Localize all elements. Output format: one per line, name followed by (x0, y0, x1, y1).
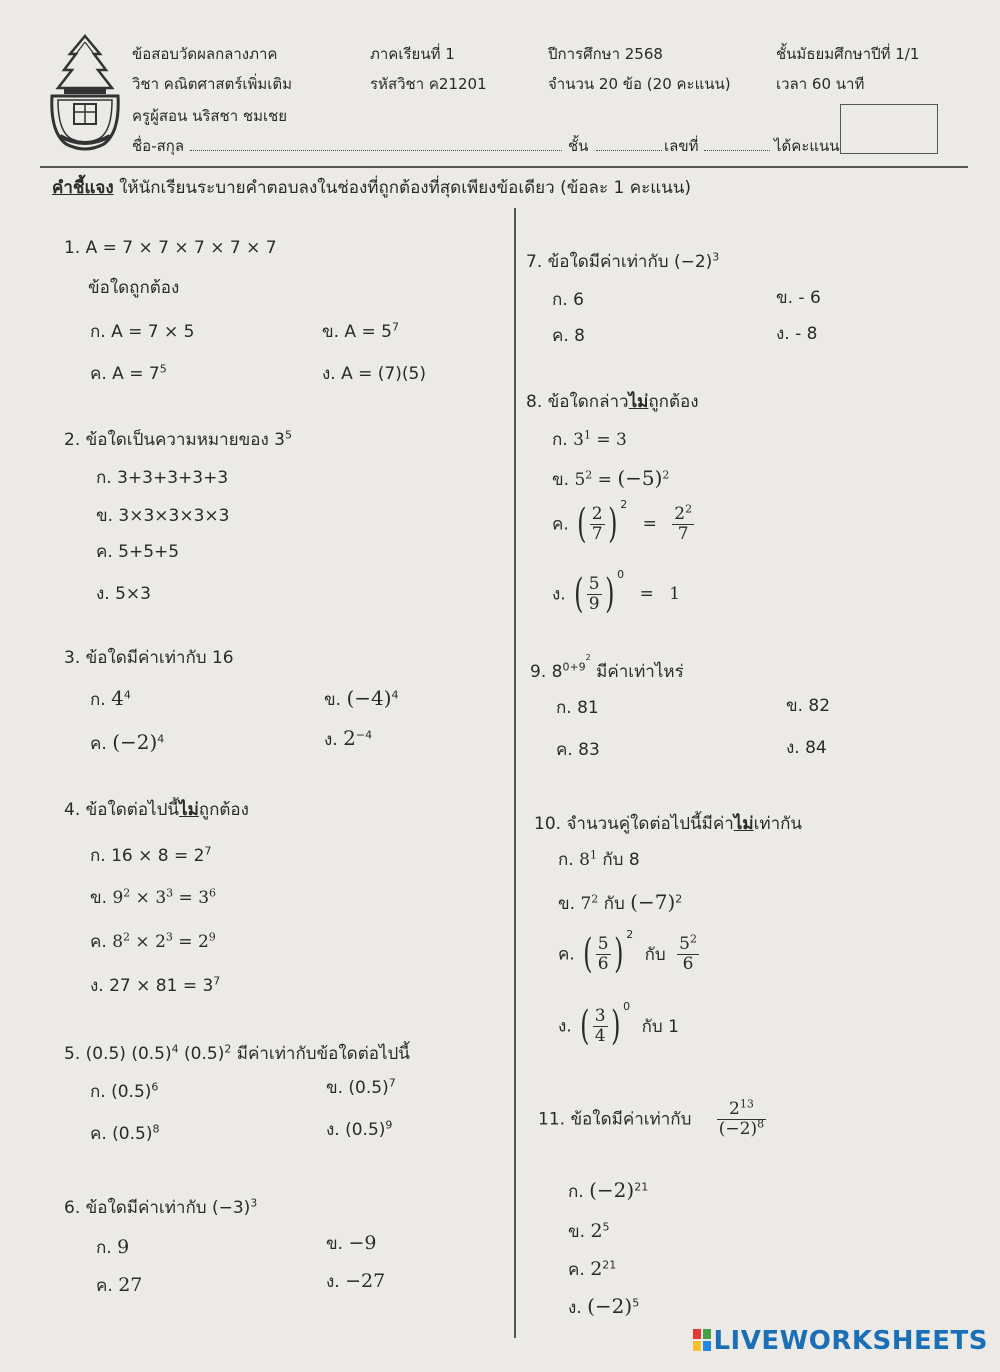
q1-option-c[interactable]: ค. $A = 7^5$ (90, 362, 167, 384)
school-seal-logo (44, 32, 126, 156)
q10-option-c[interactable]: ค. ( $\frac{5}{6}$ ) $^2$ กับ $\frac{5^2}{6}$ (558, 928, 697, 977)
liveworksheets-watermark: LIVEWORKSHEETS (693, 1326, 988, 1356)
q8-option-a[interactable]: ก. $3^1 = 3$ (552, 428, 627, 450)
q2-option-b[interactable]: ข. 3×3×3×3×3 (96, 506, 230, 526)
q4-option-b[interactable]: ข. $9^2 \times 3^3 = 3^6$ (90, 886, 217, 908)
q5-stem: 5. (0.5) $(0.5)^4$ $(0.5)^2$ มีค่าเท่ากับข้อใดต่อไปนี้ (64, 1042, 410, 1064)
q8-option-d[interactable]: ง. ( $\frac{5}{9}$ ) $^0$ = 1 (552, 568, 681, 617)
q3-option-a[interactable]: ก. $4^4$ (90, 686, 131, 710)
header-divider (40, 166, 968, 168)
q5-option-a[interactable]: ก. $(0.5)^6$ (90, 1080, 159, 1102)
q11-option-d[interactable]: ง. $(-2)^5$ (568, 1294, 640, 1318)
q1-option-b[interactable]: ข. $A = 5^7$ (322, 320, 399, 342)
liveworksheets-logo-icon (693, 1329, 711, 1351)
q1-stem: 1. A = 7 × 7 × 7 × 7 × 7 (64, 238, 277, 258)
grade-level: ชั้นมัธยมศึกษาปีที่ 1/1 (776, 45, 920, 63)
q8-option-c[interactable]: ค. ( $\frac{2}{7}$ ) $^2$ = $\frac{2^2}{7}$ (552, 498, 693, 547)
q11-option-c[interactable]: ค. $2^{21}$ (568, 1258, 617, 1280)
q6-option-d[interactable]: ง. −27 (326, 1270, 386, 1292)
q4-option-c[interactable]: ค. $8^2 \times 2^3 = 2^9$ (90, 930, 216, 952)
q5-option-b[interactable]: ข. $(0.5)^7$ (326, 1076, 396, 1098)
q9-stem: 9. $8^{0+92}$ มีค่าเท่าไหร่ (530, 653, 684, 682)
q11-stem: 11. ข้อใดมีค่าเท่ากับ $\frac{2^{13}}{(-2)^8}$ (538, 1097, 765, 1139)
q2-option-c[interactable]: ค. 5+5+5 (96, 542, 180, 562)
exam-title: ข้อสอบวัดผลกลางภาค (132, 45, 278, 63)
q11-option-a[interactable]: ก. $(-2)^{21}$ (568, 1178, 649, 1202)
q4-option-a[interactable]: ก. $16 \times 8 = 2^7$ (90, 844, 212, 866)
q7-stem: 7. ข้อใดมีค่าเท่ากับ $(-2)^3$ (526, 250, 720, 272)
score-label: ได้คะแนน (774, 137, 840, 155)
q8-option-b[interactable]: ข. $5^2 = (-5)^2$ (552, 466, 670, 490)
q10-stem: 10. จำนวนคู่ใดต่อไปนี้มีค่าไม่เท่ากัน (534, 814, 803, 834)
q5-option-c[interactable]: ค. $(0.5)^8$ (90, 1122, 160, 1144)
column-divider (514, 208, 516, 1338)
term: ภาคเรียนที่ 1 (370, 45, 455, 63)
q9-option-c[interactable]: ค. 83 (556, 740, 600, 760)
name-field[interactable] (190, 150, 562, 151)
time-limit: เวลา 60 นาที (776, 75, 865, 93)
q6-option-b[interactable]: ข. −9 (326, 1232, 377, 1254)
q9-option-d[interactable]: ง. 84 (786, 738, 827, 758)
q3-stem: 3. ข้อใดมีค่าเท่ากับ 16 (64, 648, 234, 668)
q1-option-d[interactable]: ง. A = (7)(5) (322, 364, 426, 384)
q9-option-a[interactable]: ก. 81 (556, 698, 599, 718)
q8-stem: 8. ข้อใดกล่าวไม่ถูกต้อง (526, 392, 699, 412)
q7-option-c[interactable]: ค. 8 (552, 326, 585, 346)
q2-option-d[interactable]: ง. 5×3 (96, 584, 151, 604)
instruction-label: คำชี้แจง (52, 178, 114, 198)
class-label: ชั้น (568, 137, 589, 155)
q6-option-a[interactable]: ก. 9 (96, 1236, 130, 1258)
subject-code: รหัสวิชา ค21201 (370, 75, 487, 93)
q2-option-a[interactable]: ก. 3+3+3+3+3 (96, 468, 229, 488)
q5-option-d[interactable]: ง. $(0.5)^9$ (326, 1118, 393, 1140)
question-count: จำนวน 20 ข้อ (20 คะแนน) (548, 75, 731, 93)
teacher: ครูผู้สอน นริสชา ชมเชย (132, 107, 288, 125)
q10-option-a[interactable]: ก. $8^1$ กับ 8 (558, 848, 640, 870)
q10-option-d[interactable]: ง. ( $\frac{3}{4}$ ) $^0$ กับ 1 (558, 1000, 679, 1049)
number-label: เลขที่ (664, 137, 699, 155)
q7-option-a[interactable]: ก. 6 (552, 290, 584, 310)
name-label: ชื่อ-สกุล (132, 137, 185, 155)
q6-option-c[interactable]: ค. 27 (96, 1274, 143, 1296)
instruction-text: ให้นักเรียนระบายคำตอบลงในช่องที่ถูกต้องที่สุดเพียงข้อเดียว (ข้อละ 1 คะแนน) (113, 178, 692, 198)
q3-option-d[interactable]: ง. $2^{-4}$ (324, 726, 373, 750)
score-box[interactable] (840, 104, 938, 154)
q10-option-b[interactable]: ข. $7^2$ กับ $(-7)^2$ (558, 890, 683, 914)
q4-stem: 4. ข้อใดต่อไปนี้ไม่ถูกต้อง (64, 800, 249, 820)
q7-option-d[interactable]: ง. - 8 (776, 324, 818, 344)
q9-option-b[interactable]: ข. 82 (786, 696, 831, 716)
q3-option-b[interactable]: ข. $(-4)^4$ (324, 686, 399, 710)
q6-stem: 6. ข้อใดมีค่าเท่ากับ $(-3)^3$ (64, 1196, 258, 1218)
number-field[interactable] (704, 150, 770, 151)
q2-stem: 2. ข้อใดเป็นความหมายของ $3^5$ (64, 428, 292, 450)
q1-subprompt: ข้อใดถูกต้อง (88, 278, 180, 298)
q1-option-a[interactable]: ก. A = 7 × 5 (90, 322, 195, 342)
instruction (52, 174, 691, 201)
academic-year: ปีการศึกษา 2568 (548, 45, 663, 63)
q4-option-d[interactable]: ง. $27 \times 81 = 3^7$ (90, 974, 221, 996)
subject: วิชา คณิตศาสตร์เพิ่มเติม (132, 75, 293, 93)
q11-option-b[interactable]: ข. $2^5$ (568, 1220, 610, 1242)
class-field[interactable] (596, 150, 662, 151)
q7-option-b[interactable]: ข. - 6 (776, 288, 821, 308)
q3-option-c[interactable]: ค. $(-2)^4$ (90, 730, 165, 754)
